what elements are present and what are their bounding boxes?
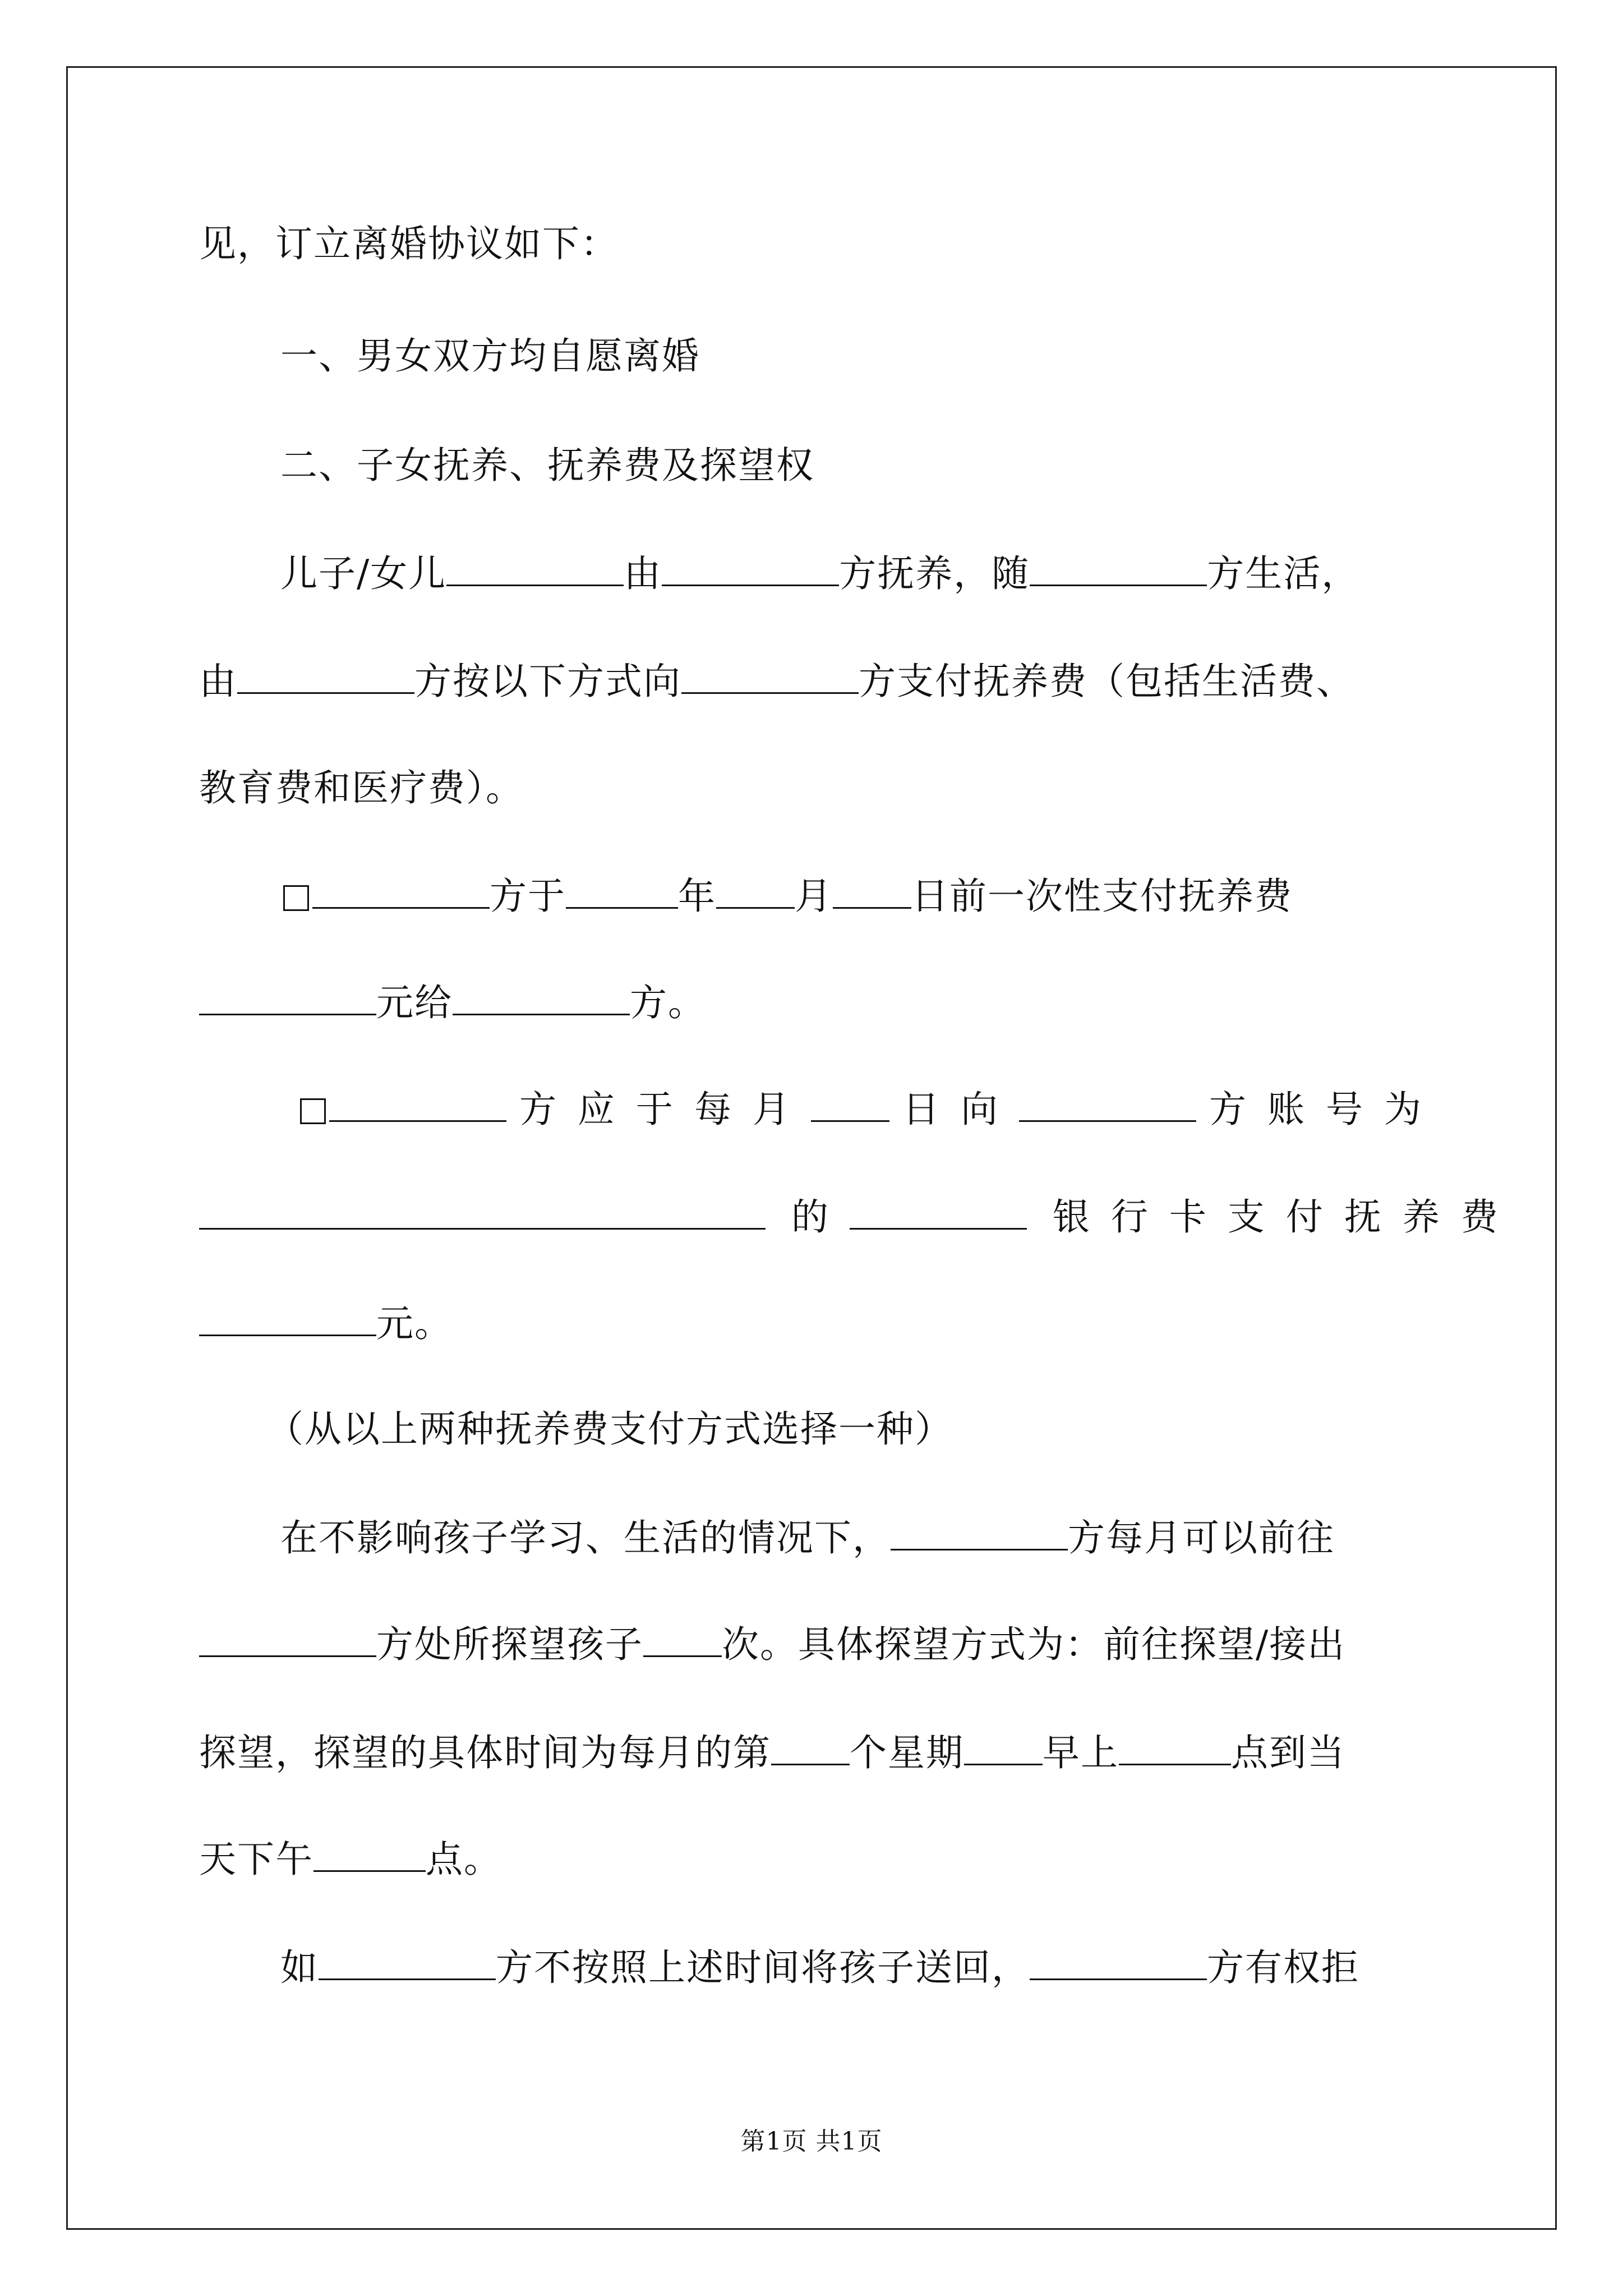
blank-field[interactable] [1030,553,1207,586]
text: 元给 [376,981,453,1024]
payment-option-1-line-2 [199,981,706,1025]
text: 方抚养，随 [839,552,1030,595]
text: 儿子/女儿 [280,552,447,595]
text: 教育费和医疗费）。 [199,766,524,809]
blank-field[interactable] [453,982,630,1015]
text: 探望，探望的具体时间为每月的第 [199,1731,771,1774]
blank-field[interactable] [850,1197,1027,1230]
text: 方不按照上述时间将孩子送回， [496,1946,1030,1989]
blank-field[interactable] [312,876,490,909]
text: 天下午 [199,1838,313,1881]
option-checkbox[interactable] [283,885,309,911]
text: 方应于每月 [519,1088,811,1131]
text: 方支付抚养费（包括生活费、 [859,660,1354,703]
text: 银行卡支付抚养费 [1052,1195,1519,1239]
blank-field[interactable] [199,1624,376,1657]
blank-field[interactable] [716,876,795,909]
blank-field[interactable] [1019,1089,1196,1122]
text: 元。 [376,1302,453,1345]
text: 点。 [426,1838,502,1881]
blank-field[interactable] [199,1197,766,1230]
text: 年 [678,875,716,918]
blank-field[interactable] [891,1517,1068,1550]
text: 方生活， [1207,552,1360,595]
blank-field[interactable] [681,661,859,694]
text: 日前一次性支付抚养费 [911,875,1293,918]
text: 点到当 [1231,1731,1345,1774]
text: 方每月可以前往 [1068,1516,1335,1559]
text: 次。具体探望方式为：前往探望/接出 [722,1623,1346,1666]
blank-field[interactable] [1119,1732,1231,1765]
custody-line-1 [280,551,1359,596]
text: 一、男女双方均自愿离婚 [280,334,700,378]
clause-2-heading [280,443,814,488]
custody-line-3 [199,766,524,811]
text: 个星期 [850,1731,964,1774]
text: 早上 [1043,1731,1119,1774]
payment-note [266,1407,953,1452]
blank-field[interactable] [446,553,624,586]
blank-field[interactable] [771,1732,850,1765]
blank-field[interactable] [1030,1947,1207,1980]
blank-field[interactable] [662,553,839,586]
blank-field[interactable] [199,982,376,1015]
page-number: 第1页 共1页 [740,2127,883,2156]
paragraph-intro [199,222,619,266]
blank-field[interactable] [833,876,911,909]
option-checkbox[interactable] [300,1098,326,1124]
text: 的 [791,1195,850,1239]
blank-field[interactable] [964,1732,1043,1765]
text: 由 [199,660,237,703]
visitation-line-3 [199,1731,1345,1775]
clause-1 [280,334,700,379]
blank-field[interactable] [811,1089,889,1122]
visitation-line-2 [199,1622,1345,1667]
text: 二、子女抚养、抚养费及探望权 [280,444,814,487]
text: （从以上两种抚养费支付方式选择一种） [266,1407,953,1451]
text: 由 [624,552,662,595]
payment-option-2-line-1 [300,1087,1442,1132]
blank-field[interactable] [643,1624,722,1657]
custody-line-2 [199,659,1354,704]
text: 在不影响孩子学习、生活的情况下， [280,1516,891,1559]
blank-field[interactable] [237,661,414,694]
text: 月 [795,875,833,918]
page-footer [0,2126,1623,2157]
payment-option-1-line-1 [283,874,1293,919]
text: 见，订立离婚协议如下： [199,222,619,265]
blank-field[interactable] [566,876,678,909]
text: 方于 [490,875,566,918]
blank-field[interactable] [199,1303,376,1336]
text: 日向 [902,1088,1019,1131]
blank-field[interactable] [319,1947,496,1980]
payment-option-2-line-3 [199,1301,453,1346]
text: 方。 [630,981,706,1024]
text: 方处所探望孩子 [376,1623,643,1666]
text: 方按以下方式向 [414,660,681,703]
blank-field[interactable] [313,1839,426,1872]
text: 方账号为 [1209,1088,1442,1131]
return-clause-line-1 [280,1945,1359,1990]
text: 如 [280,1946,319,1989]
text: 方有权拒 [1207,1946,1359,1989]
visitation-line-1 [280,1516,1335,1561]
payment-option-2-line-2 [199,1195,1519,1240]
blank-field[interactable] [329,1089,506,1122]
page-frame [66,66,1557,2230]
visitation-line-4 [199,1837,502,1882]
